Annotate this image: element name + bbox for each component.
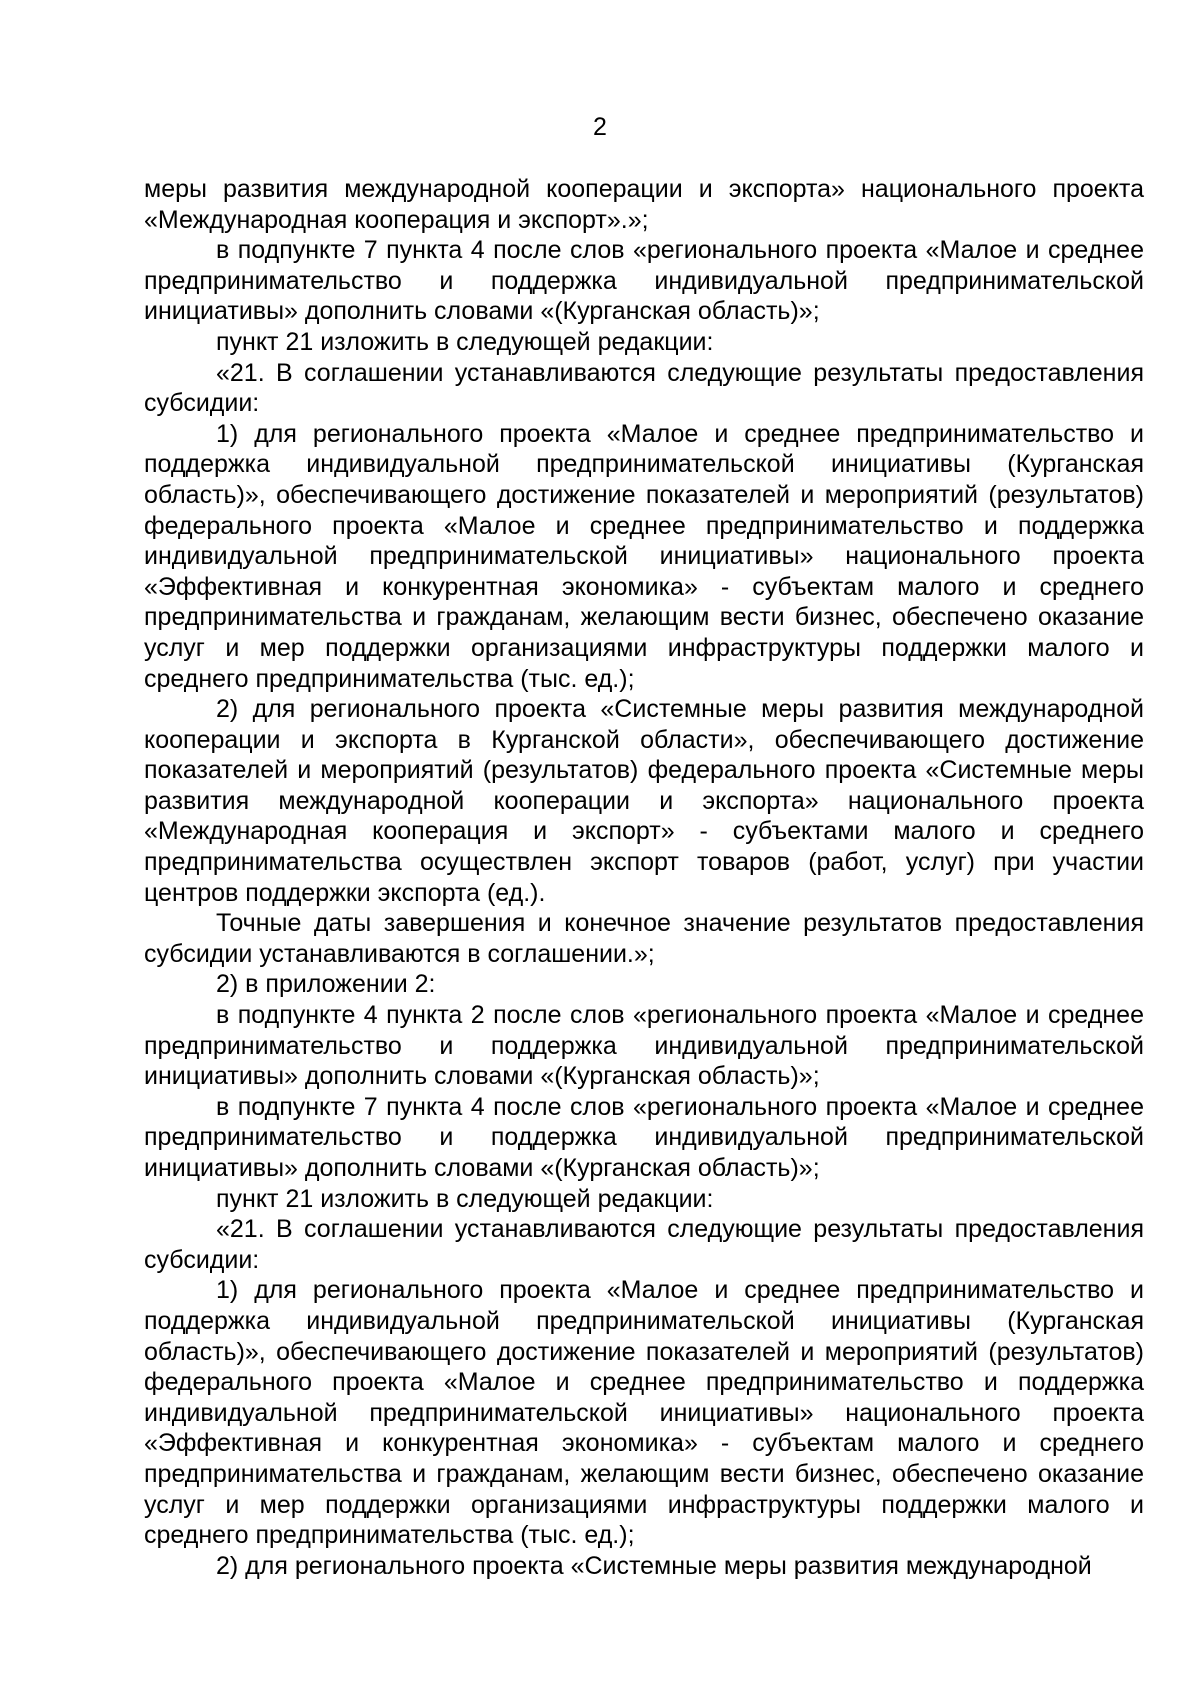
paragraph: 2) в приложении 2: [216, 970, 436, 999]
paragraph: «21. В соглашении устанавливаются следующие результаты предоставления субсидии: [144, 358, 1144, 418]
page-number: 2 [593, 113, 607, 141]
paragraph: 2) для регионального проекта «Системные меры развития международной кооперации и экспорта в Курганской области», обеспечивающего достижение показателей и мероприятий (результатов) федерального проекта «Системные меры развития международной кооперации и экспорта» национального проекта «Международная кооперация и экспорт» - субъектами малого и среднего предпринимательства осуществлен экспорт товаров (работ, услуг) при участии центров поддержки экспорта (ед.). [144, 695, 1144, 907]
paragraph: «21. В соглашении устанавливаются следующие результаты предоставления субсидии: [144, 1215, 1144, 1274]
paragraph: пункт 21 изложить в следующей редакции: [216, 1184, 714, 1213]
paragraph: пункт 21 изложить в следующей редакции: [216, 327, 714, 356]
paragraph: 1) для регионального проекта «Малое и среднее предпринимательство и поддержка индивидуальной предпринимательской инициативы (Курганская область)», обеспечивающего достижение показателей и мероприятий (результатов) федерального проекта «Малое и среднее предпринимательство и поддержка индивидуальной предпринимательской инициативы» национального проекта «Эффективная и конкурентная экономика» - субъектам малого и среднего предпринимательства и гражданам, желающим вести бизнес, обеспечено оказание услуг и мер поддержки организациями инфраструктуры поддержки малого и среднего предпринимательства (тыс. ед.); [144, 419, 1144, 693]
paragraph: Точные даты завершения и конечное значение результатов предоставления субсидии устанавливаются в соглашении.»; [144, 909, 1144, 968]
paragraph: в подпункте 7 пункта 4 после слов «регионального проекта «Малое и среднее предпринимательство и поддержка индивидуальной предпринимательской инициативы» дополнить словами «(Курганская область)»; [144, 236, 1144, 326]
paragraph: 2) для регионального проекта «Системные меры развития международной [216, 1551, 1092, 1580]
paragraph: в подпункте 7 пункта 4 после слов «регионального проекта «Малое и среднее предпринимательство и поддержка индивидуальной предпринимательской инициативы» дополнить словами «(Курганская область)»; [144, 1092, 1144, 1182]
paragraph: 1) для регионального проекта «Малое и среднее предпринимательство и поддержка индивидуальной предпринимательской инициативы (Курганская область)», обеспечивающего достижение показателей и мероприятий (результатов) федерального проекта «Малое и среднее предпринимательство и поддержка индивидуальной предпринимательской инициативы» национального проекта «Эффективная и конкурентная экономика» - субъектам малого и среднего предпринимательства и гражданам, желающим вести бизнес, обеспечено оказание услуг и мер поддержки организациями инфраструктуры поддержки малого и среднего предпринимательства (тыс. ед.); [144, 1276, 1144, 1550]
paragraph: в подпункте 4 пункта 2 после слов «регионального проекта «Малое и среднее предпринимательство и поддержка индивидуальной предпринимательской инициативы» дополнить словами «(Курганская область)»; [144, 1001, 1144, 1091]
document-body [144, 174, 1144, 1581]
paragraph: меры развития международной кооперации и экспорта» национального проекта «Международная кооперация и экспорт».»; [144, 175, 1144, 234]
